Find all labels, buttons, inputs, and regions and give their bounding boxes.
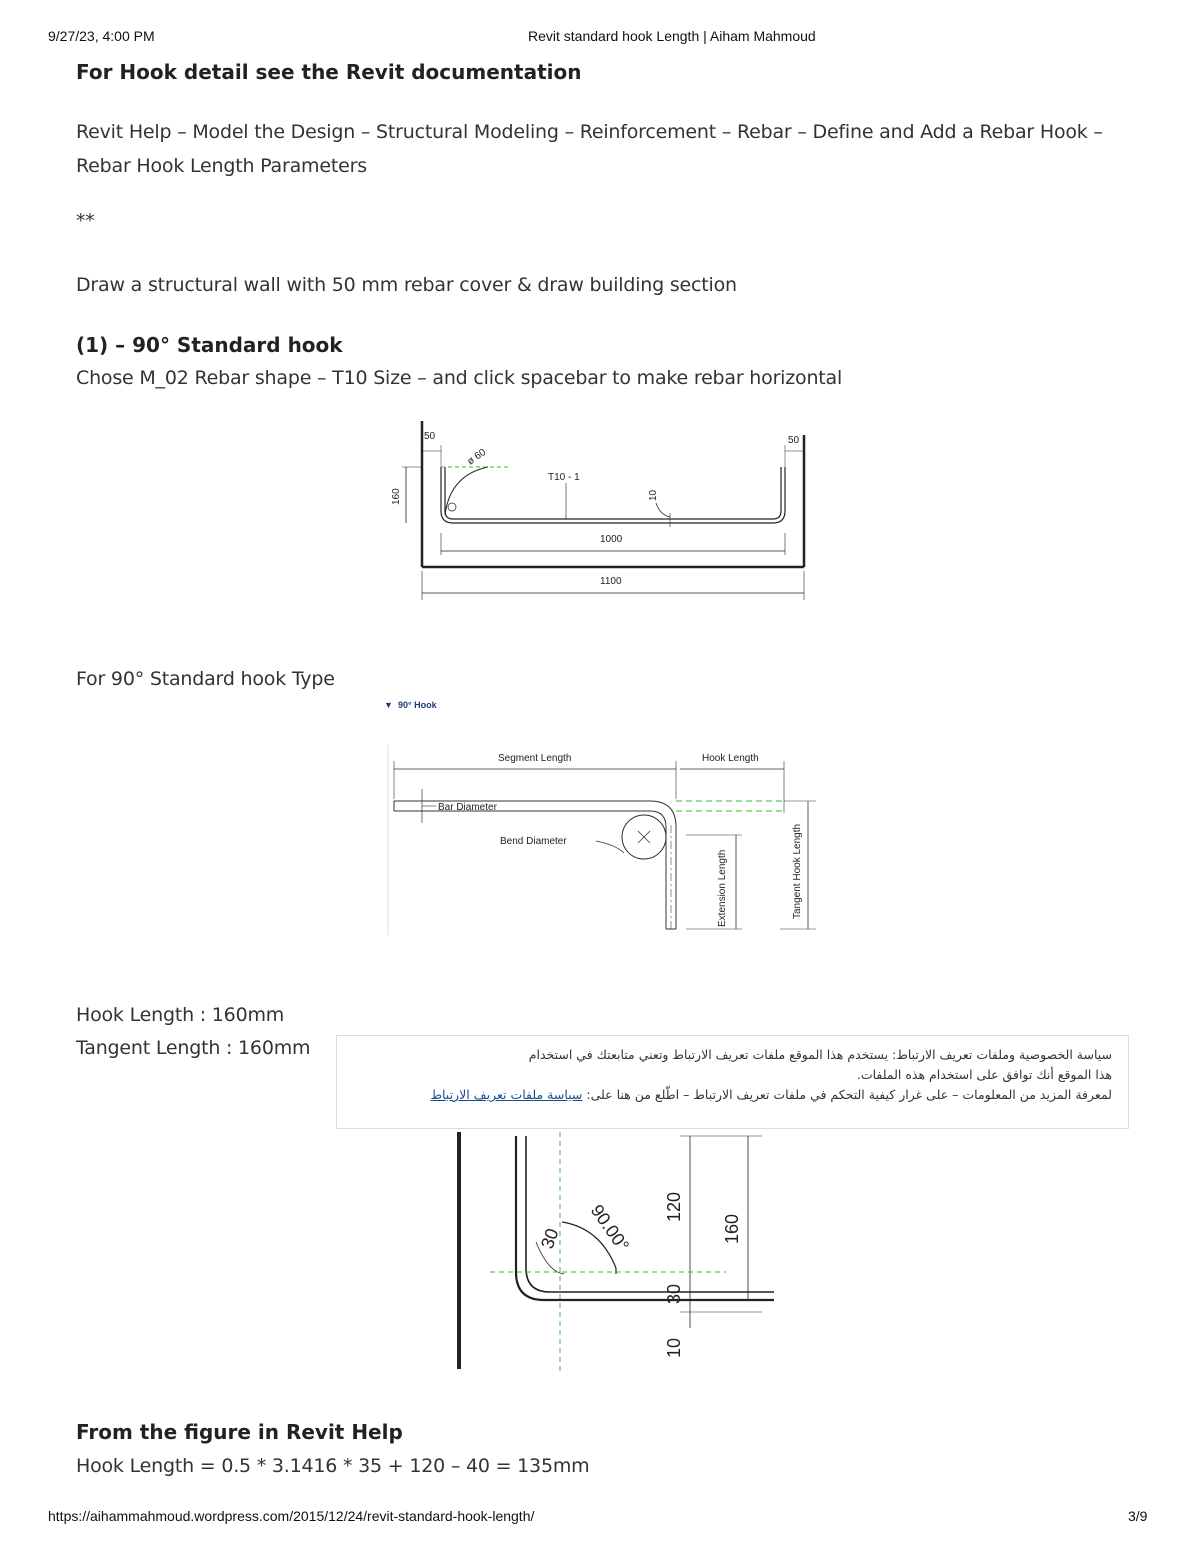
cookie-policy-link[interactable]: سياسة ملفات تعريف الارتباط: [430, 1087, 583, 1102]
dim-right-cover: 50: [788, 435, 800, 446]
separator-stars: **: [76, 210, 95, 232]
dim-lower-30: 30: [664, 1283, 684, 1304]
label-bar-mark: T10 - 1: [548, 472, 580, 483]
collapse-arrow-icon: ▼: [384, 700, 393, 710]
dim-hook-height: 160: [391, 488, 402, 505]
label-extension-length: Extension Length: [717, 849, 728, 927]
rebar-shape-instruction: Chose M_02 Rebar shape – T10 Size – and click spacebar to make rebar horizontal: [76, 367, 843, 389]
cookie-line-2: هذا الموقع أنك توافق على استخدام هذه الملفات.: [856, 1067, 1112, 1082]
dim-straight-120: 120: [664, 1191, 684, 1222]
cookie-line-3: لمعرفة المزيد من المعلومات – على غرار كيفية التحكم في ملفات تعريف الارتباط – اطّلع من هنا على:: [586, 1087, 1112, 1102]
draw-wall-instruction: Draw a structural wall with 50 mm rebar cover & draw building section: [76, 274, 737, 296]
label-hook-length: Hook Length: [702, 753, 759, 764]
print-datetime: 9/27/23, 4:00 PM: [48, 28, 155, 44]
heading-hook-detail: For Hook detail see the Revit documentation: [76, 60, 582, 84]
heading-90-standard-hook: (1) – 90° Standard hook: [76, 333, 343, 357]
cookie-line-1: سياسة الخصوصية وملفات تعريف الارتباط: يستخدم هذا الموقع ملفات تعريف الارتباط وتعني متابعتك في استخدام: [528, 1047, 1112, 1062]
panel-title-90-hook: 90° Hook: [398, 700, 437, 710]
cookie-notice: [336, 1035, 1129, 1129]
print-url: https://aihammahmoud.wordpress.com/2015/12/24/revit-standard-hook-length/: [48, 1508, 535, 1524]
print-page-title: Revit standard hook Length | Aiham Mahmoud: [528, 28, 816, 44]
hook-length-formula: Hook Length = 0.5 * 3.1416 * 35 + 120 – 40 = 135mm: [76, 1455, 590, 1477]
label-bend-diameter: Bend Diameter: [500, 836, 567, 847]
dim-total-160: 160: [722, 1213, 742, 1244]
label-segment-length: Segment Length: [498, 753, 572, 764]
dim-bar-10: 10: [664, 1337, 684, 1358]
tangent-length-value: Tangent Length : 160mm: [76, 1037, 311, 1059]
hook-length-value: Hook Length : 160mm: [76, 1004, 285, 1026]
figure-rebar-section: [380, 415, 820, 610]
help-path-line2: Rebar Hook Length Parameters: [76, 155, 367, 177]
dim-left-cover: 50: [424, 431, 436, 442]
dim-bend-30: 30: [536, 1225, 563, 1252]
dim-inner-length: 1000: [600, 534, 623, 545]
label-bar-diameter: Bar Diameter: [438, 802, 497, 813]
dim-bend-angle: 90.00°: [586, 1200, 634, 1256]
print-page-number: 3/9: [1128, 1508, 1148, 1524]
hook-type-label: For 90° Standard hook Type: [76, 668, 335, 690]
dim-outer-length: 1100: [600, 576, 622, 587]
label-tangent-hook-length: Tangent Hook Length: [792, 823, 803, 919]
figure-bend-detail: [440, 1128, 800, 1373]
heading-from-figure: From the figure in Revit Help: [76, 1420, 403, 1444]
dim-bend-radius: ø 60: [465, 446, 489, 468]
help-path-line1: Revit Help – Model the Design – Structural Modeling – Reinforcement – Rebar – Define and Add a Rebar Hook –: [76, 121, 1103, 143]
dim-bar-size: 10: [648, 489, 659, 501]
figure-revit-hook-parameters: [380, 695, 825, 940]
